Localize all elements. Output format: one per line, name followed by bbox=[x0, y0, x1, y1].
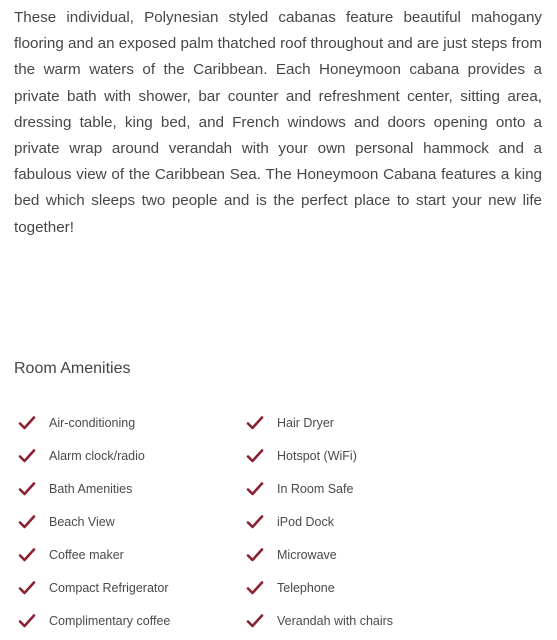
check-icon bbox=[18, 514, 36, 530]
amenity-label: iPod Dock bbox=[277, 515, 334, 529]
amenity-label: Microwave bbox=[277, 548, 337, 562]
check-icon bbox=[246, 547, 264, 563]
check-icon bbox=[18, 580, 36, 596]
check-icon bbox=[18, 547, 36, 563]
amenity-label: Compact Refrigerator bbox=[49, 581, 169, 595]
check-icon bbox=[246, 481, 264, 497]
amenity-label: Air-conditioning bbox=[49, 416, 136, 430]
check-icon bbox=[246, 415, 264, 431]
check-icon bbox=[246, 580, 264, 596]
amenity-item bbox=[246, 577, 335, 599]
amenity-item bbox=[18, 478, 132, 500]
amenities-heading: Room Amenities bbox=[14, 360, 131, 377]
amenity-label: Hair Dryer bbox=[277, 416, 334, 430]
amenity-label: Complimentary coffee bbox=[49, 614, 171, 628]
amenity-item bbox=[18, 412, 135, 434]
check-icon bbox=[246, 613, 264, 629]
amenity-label: Telephone bbox=[277, 581, 335, 595]
amenity-label: Verandah with chairs bbox=[277, 614, 394, 628]
amenity-item bbox=[246, 544, 337, 566]
amenity-label: Hotspot (WiFi) bbox=[277, 449, 357, 463]
amenity-label: In Room Safe bbox=[277, 482, 354, 496]
amenity-label: Bath Amenities bbox=[49, 482, 133, 496]
amenity-item bbox=[246, 445, 357, 467]
amenity-label: Alarm clock/radio bbox=[49, 449, 145, 463]
cabana-description: These individual, Polynesian styled cabanas feature beautiful mahogany flooring and an exposed palm thatched roof throughout and are just steps from the warm waters of the Caribbean. Each Honeymoon cabana provides a private bath with shower, bar counter and refreshment center, sitting area, dressing table, king bed, and French windows and doors opening onto a private wrap around verandah with your own personal hammock and a fabulous view of the Caribbean Sea. The Honeymoon Cabana features a king bed which sleeps two people and is the perfect place to start your new life together! bbox=[14, 9, 542, 236]
amenity-item bbox=[246, 412, 334, 434]
amenity-item bbox=[246, 511, 334, 533]
check-icon bbox=[246, 514, 264, 530]
check-icon bbox=[18, 448, 36, 464]
amenity-item bbox=[18, 445, 145, 467]
check-icon bbox=[246, 448, 264, 464]
amenity-item bbox=[18, 610, 170, 632]
amenity-item bbox=[246, 478, 353, 500]
check-icon bbox=[18, 481, 36, 497]
amenity-item bbox=[18, 577, 169, 599]
amenity-item bbox=[18, 544, 124, 566]
amenity-item bbox=[18, 511, 115, 533]
amenity-item bbox=[246, 610, 393, 632]
check-icon bbox=[18, 415, 36, 431]
check-icon bbox=[18, 613, 36, 629]
amenity-label: Coffee maker bbox=[49, 548, 124, 562]
amenity-label: Beach View bbox=[49, 515, 115, 529]
